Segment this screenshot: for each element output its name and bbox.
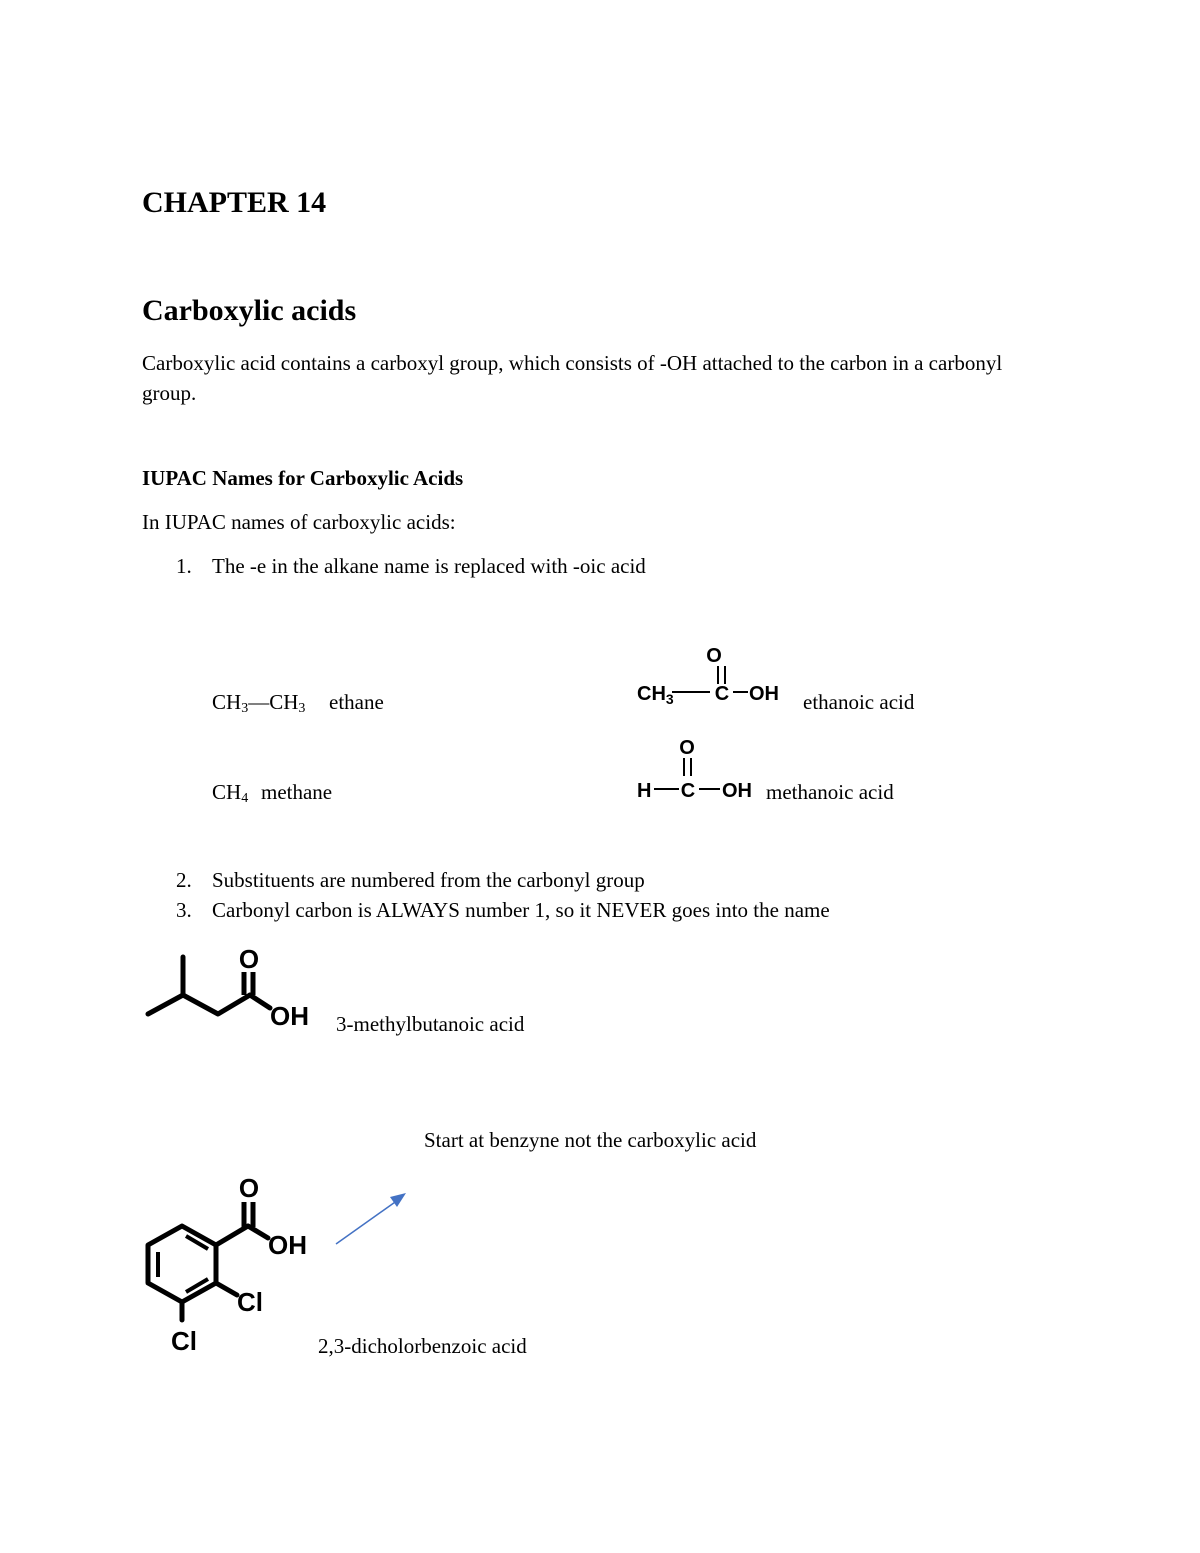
methylbutanoic-acid-structure xyxy=(140,940,330,1040)
ethanoic-methyl-atom: $CH_3$ xyxy=(637,683,674,707)
rule-3-number: 3. xyxy=(176,898,192,922)
dichlorobenzoic-oxygen-atom: O xyxy=(238,1173,260,1203)
intro-paragraph: Carboxylic acid contains a carboxyl group, which consists of -OH attached to the carbon in a carbonyl group. xyxy=(142,351,1003,405)
methanoic-acid-name: methanoic acid xyxy=(766,780,894,804)
ethanoic-hydroxyl-atom: OH xyxy=(749,683,779,705)
methanoic-hydroxyl-atom: OH xyxy=(722,780,752,802)
subsection-title: IUPAC Names for Carboxylic Acids xyxy=(142,466,464,490)
rule-1-text: The -e in the alkane name is replaced with -oic acid xyxy=(212,554,646,578)
ethanoic-carbon-atom: C xyxy=(714,683,730,705)
methane-name: methane xyxy=(261,780,333,804)
rule-2-number: 2. xyxy=(176,868,192,892)
ethanoic-oxygen-atom: O xyxy=(706,645,722,667)
rule-3-text: Carbonyl carbon is ALWAYS number 1, so it NEVER goes into the name xyxy=(212,898,830,922)
section-title: Carboxylic acids xyxy=(142,294,357,327)
methylbutanoic-acid-name: 3-methylbutanoic acid xyxy=(336,1012,525,1036)
annotation-arrow-icon xyxy=(330,1185,415,1250)
dichlorobenzoic-chlorine-2: Cl xyxy=(237,1287,263,1317)
dichlorobenzoic-acid-name: 2,3-dicholorbenzoic acid xyxy=(318,1334,527,1358)
rule-1-number: 1. xyxy=(176,554,192,578)
methylbutanoic-hydroxyl-atom: OH xyxy=(270,1001,309,1031)
rule-2-text: Substituents are numbered from the carbonyl group xyxy=(212,868,645,892)
methanoic-acid-structure xyxy=(630,730,765,805)
chapter-heading: CHAPTER 14 xyxy=(142,186,327,219)
ethanoic-acid-name: ethanoic acid xyxy=(803,690,915,714)
methane-formula: $CH_4$ xyxy=(212,780,249,806)
methanoic-oxygen-atom: O xyxy=(679,737,695,759)
benzyne-annotation: Start at benzyne not the carboxylic acid xyxy=(424,1128,757,1152)
dichlorobenzoic-acid-structure xyxy=(140,1170,320,1355)
ethanoic-acid-structure xyxy=(630,640,800,715)
subsection-intro: In IUPAC names of carboxylic acids: xyxy=(142,510,456,534)
methylbutanoic-oxygen-atom: O xyxy=(238,944,260,974)
dichlorobenzoic-chlorine-3: Cl xyxy=(171,1326,197,1355)
ethane-formula: $CH_3—CH_3$ xyxy=(212,690,306,716)
methanoic-hydrogen-atom: H xyxy=(637,780,652,802)
ethane-name: ethane xyxy=(329,690,384,714)
dichlorobenzoic-hydroxyl-atom: OH xyxy=(268,1230,307,1260)
methanoic-carbon-atom: C xyxy=(680,780,696,802)
